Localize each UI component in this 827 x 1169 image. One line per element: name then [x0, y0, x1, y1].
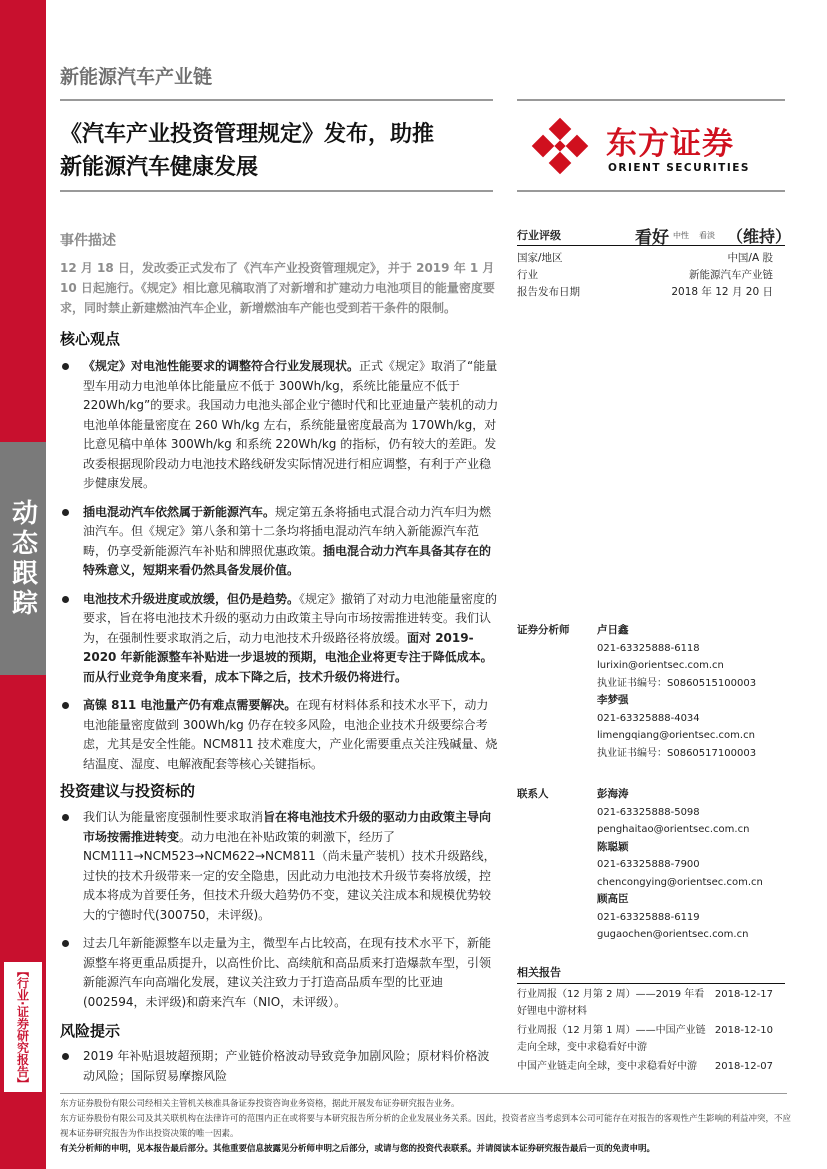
- event-heading: 事件描述: [60, 233, 116, 249]
- analyst-name: 卢日鑫: [597, 624, 629, 636]
- contact-email[interactable]: gugaochen@orientsec.com.cn: [597, 929, 749, 940]
- list-item: [60, 503, 500, 581]
- footer-line: 东方证券股份有限公司及其关联机构在法律许可的范围内正在或将要与本研究报告所分析的企业发展业务关系。因此，投资者应当考虑到本公司可能存在对报告的客观性产生影响的利益冲突，不应视本证券研究报告为作出投资决策的唯一因素。: [60, 1114, 792, 1139]
- contact-name: 陈聪颖: [597, 840, 629, 853]
- rating-label: 行业评级: [517, 229, 561, 242]
- related-row[interactable]: 行业周报（12 月第 2 周）——2019 年看好锂电中游材料 2018-12-17: [517, 989, 773, 1017]
- invest-heading: 投资建议与投资标的: [60, 782, 196, 800]
- analyst-phone: 021-63325888-4034: [597, 712, 700, 724]
- footer-divider: [60, 1093, 787, 1094]
- core-heading: 核心观点: [60, 330, 121, 348]
- list-item: [60, 808, 500, 925]
- rating-alt-negative: 看淡: [699, 231, 715, 240]
- list-item: [60, 357, 500, 494]
- point-text: 《规定》撤销了对动力电池能量密度的要求，旨在将电池技术升级的驱动力由政策主导向市场按需推进转变。我们认为，在强制性要求取消之后，动力电池技术升级路径将放缓。: [83, 591, 498, 645]
- point-text: 我们认为能量密度强制性要求取消: [83, 810, 264, 824]
- analyst-email[interactable]: limengqiang@orientsec.com.cn: [597, 730, 755, 741]
- rating-alt-neutral: 中性: [673, 231, 689, 240]
- footer: [60, 1097, 795, 1157]
- contact-phone: 021-63325888-7900: [597, 859, 700, 870]
- core-list: [60, 357, 500, 783]
- list-item: [60, 590, 500, 688]
- analyst-label: 证券分析师: [517, 624, 570, 636]
- point-text: 过去几年新能源整车以走量为主，微型车占比较高，在现有技术水平下，新能源整车将更重品质提升，以高性价比、高续航和高品质来打造爆款车型，引领新能源汽车向高端化发展，建议关注致力于打造高品质车型的比亚迪(002594，未评级)和蔚来汽车（NIO，未评级）。: [83, 936, 492, 1009]
- logo-text-cn: 东方证券: [606, 126, 734, 162]
- related-row[interactable]: 行业周报（12 月第 1 周）——中国产业链走向全球，变中求稳看好中游 2018-12-10: [517, 1025, 773, 1053]
- analyst-cert: 执业证书编号：S0860515100003: [597, 677, 757, 689]
- info-row: 报告发布日期 2018 年 12 月 20 日: [517, 286, 773, 298]
- point-text: 在现有材料体系和技术水平下，动力电池能量密度做到 300Wh/kg 仍存在较多风险，电池企业技术升级要综合考虑，尤其是安全性能。NCM811 技术难度大，产业化需要重点关注残碱量、烧结温度、湿度、电解液配套等核心关键指标。: [83, 698, 498, 771]
- analyst-name: 李梦强: [597, 694, 629, 706]
- point-lead: 《规定》对电池性能要求的调整符合行业发展现状。: [83, 359, 360, 373]
- analyst-phone: 021-63325888-6118: [597, 642, 700, 654]
- related-row[interactable]: 中国产业链走向全球，变中求稳看好中游 2018-12-07: [517, 1061, 773, 1072]
- point-text: 正式《规定》取消了“能量型车用动力电池单体比能量应不低于 300Wh/kg，系统比能量应不低于 220Wh/kg”的要求。我国动力电池头部企业宁德时代和比亚迪量产装机的动力电池单体能量密度在 260 Wh/kg 左右，系统能量密度最高为 170Wh/kg，对比意见稿中单体 300Wh/kg 和系统 220Wh/kg 的指标，仍有较大的差距。发改委根据现阶段动力电池技术路线研发实际情况进行相应调整，有利于产业稳步健康发展。: [83, 359, 499, 490]
- industry-header: 新能源汽车产业链: [60, 66, 213, 88]
- analyst-email[interactable]: lurixin@orientsec.com.cn: [597, 660, 724, 671]
- contact-phone: 021-63325888-5098: [597, 806, 700, 818]
- analyst-cert: 执业证书编号：S0860517100003: [597, 747, 757, 759]
- point-lead: 电池技术升级进度或放缓，但仍是趋势。: [83, 591, 300, 606]
- footer-line-bold: 有关分析师的申明，见本报告最后部分。其他重要信息披露见分析师申明之后部分，或请与您的投资代表联系。并请阅读本证券研究报告最后一页的免责申明。: [60, 1144, 656, 1154]
- contact-name: 顾高臣: [597, 893, 629, 905]
- report-category-tab: 【行业·证券研究报告】: [4, 962, 42, 1092]
- point-lead: 高镍 811 电池量产仍有难点需要解决。: [83, 698, 297, 712]
- risk-list: [60, 1047, 500, 1095]
- contact-label: 联系人: [517, 788, 549, 800]
- list-item: [60, 934, 500, 1012]
- related-reports: [517, 964, 785, 1075]
- report-title: [60, 118, 500, 184]
- logo-text-en: ORIENT SECURITIES: [608, 162, 750, 174]
- point-text: 规定第五条将插电式混合动力汽车归为燃油汽车。但《规定》第八条和第十二条均将插电混动汽车纳入新能源汽车范畴，仍享受新能源汽车补贴和牌照优惠政策。: [83, 504, 492, 558]
- contact-email[interactable]: penghaitao@orientsec.com.cn: [597, 824, 750, 835]
- point-text: 2019 年补贴退坡超预期；产业链价格波动导致竞争加剧风险；原材料价格波动风险；国际贸易摩擦风险: [83, 1049, 490, 1083]
- footer-line: 东方证券股份有限公司经相关主管机关核准具备证券投资咨询业务资格，据此开展发布证券研究报告业务。: [60, 1099, 460, 1109]
- risk-heading: 风险提示: [60, 1022, 121, 1040]
- divider: [517, 190, 785, 192]
- title-line-2: 新能源汽车健康发展: [60, 155, 259, 180]
- event-text: 12 月 18 日，发改委正式发布了《汽车产业投资管理规定》，并于 2019 年 1 月 10 日起施行。《规定》相比意见稿取消了对新增和扩建动力电池项目的能量密度要求，同时禁止新建燃油汽车企业，新增燃油车产能也受到若干条件的限制。: [60, 261, 495, 315]
- related-title: 相关报告: [517, 964, 785, 984]
- title-line-1: 《汽车产业投资管理规定》发布，助推: [60, 122, 435, 147]
- info-row: 国家/地区 中国/A 股: [517, 252, 773, 264]
- report-type-tab: 动态跟踪: [0, 442, 46, 675]
- rating-value: 看好: [635, 228, 669, 248]
- contact-email[interactable]: chencongying@orientsec.com.cn: [597, 876, 763, 888]
- list-item: [60, 696, 500, 774]
- divider: [517, 99, 785, 101]
- point-text: 。动力电池在补贴政策的刺激下，经历了 NCM111→NCM523→NCM622→NCM811（尚未量产装机）技术升级路线，过快的技术升级带来一定的安全隐患，因此动力电池技术升级节奏将放缓，控成本将成为首要任务，但技术升级大趋势仍不变，建议关注成本和规模优势较大的宁德时代(300750，未评级)。: [83, 829, 496, 922]
- point-lead: 插电混动汽车依然属于新能源汽车。: [83, 504, 276, 519]
- rating-box: [517, 224, 792, 301]
- point-emphasis: 插电混合动力汽车具备其存在的特殊意义，短期来看仍然具备发展价值。: [83, 543, 492, 577]
- contact-name: 彭海涛: [597, 788, 629, 800]
- rating-maintain: （维持）: [727, 227, 792, 246]
- invest-list: [60, 808, 500, 1021]
- contact-phone: 021-63325888-6119: [597, 911, 700, 923]
- rating-row: [517, 224, 792, 248]
- info-row: 行业 新能源汽车产业链: [517, 269, 773, 281]
- list-item: [60, 1047, 500, 1086]
- point-emphasis: 旨在将电池技术升级的驱动力由政策主导向市场按需推进转变: [83, 810, 492, 844]
- divider: [60, 99, 493, 101]
- divider: [60, 190, 493, 192]
- point-emphasis: 面对 2019-2020 年新能源整车补贴进一步退坡的预期，电池企业将更专注于降低成本。而从行业竞争角度来看，成本下降之后，技术升级仍将进行。: [83, 630, 493, 684]
